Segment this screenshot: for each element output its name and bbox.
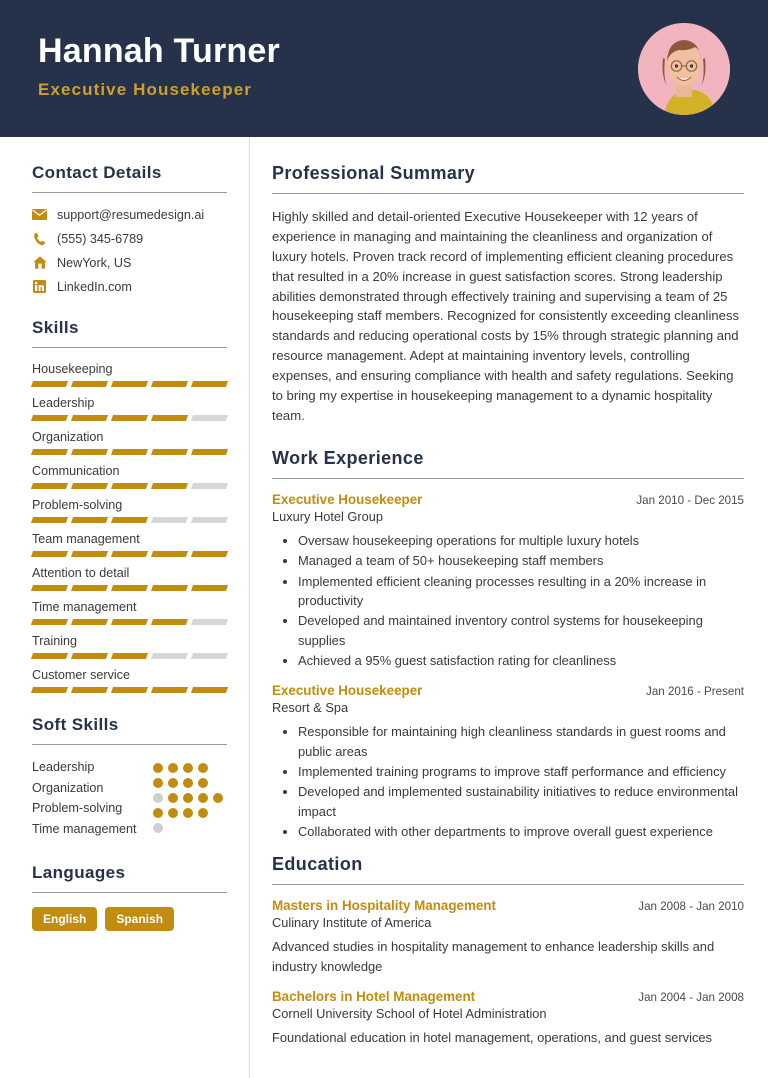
- entry-bullet: • Responsible for maintaining high cleanliness standards in guest rooms and public areas: [298, 722, 744, 761]
- summary-text: Highly skilled and detail-oriented Executive Housekeeper with 12 years of experience in managing and maintaining the cleanliness and organization of luxury hotels. Proven track record of implementing efficient cleaning procedures that resulted in a 20% increase in guest satisfaction scores. Strong leadership abilities demonstrated through effectively training and supervising a team of 25 housekeeping staff members. Recognized for consistently exceeding cleanliness standards and reducing operational costs by 15% through strategic planning and resource management. Adept at maintaining inventory levels, controlling expenses, and ensuring compliance with health and safety regulations. Seeking to bring my expertise in housekeeping management to a dynamic hospitality team.: [272, 209, 740, 423]
- entry-bullet: • Collaborated with other departments to improve overall guest experience: [298, 822, 744, 841]
- skill-item: [32, 600, 227, 625]
- skill-level-segment: [111, 449, 148, 455]
- page-title: Hannah Turner: [38, 32, 280, 71]
- entry-organization: Cornell University School of Hotel Administration: [272, 1006, 547, 1022]
- rating-dot: [153, 823, 163, 833]
- skill-level-segment: [191, 449, 228, 455]
- skill-level-segment: [31, 585, 68, 591]
- resume-header: [0, 0, 768, 137]
- contact-item-label: NewYork, US: [57, 255, 132, 270]
- entry-date-range: Jan 2016 - Present: [646, 685, 744, 699]
- skill-level-segment: [111, 551, 148, 557]
- skill-level-segment: [191, 619, 228, 625]
- skill-level-bar: [32, 381, 227, 387]
- skill-label: Time management: [32, 600, 137, 614]
- section-divider: [32, 192, 227, 193]
- section-divider: [272, 193, 744, 194]
- rating-dot: [168, 793, 178, 803]
- section-professional-summary: [272, 163, 744, 426]
- entry-bullet: • Developed and maintained inventory control systems for housekeeping supplies: [298, 611, 744, 650]
- skill-level-segment: [191, 517, 228, 523]
- skill-level-bar: [32, 687, 227, 693]
- resume-body: [0, 137, 768, 1078]
- entry-organization: Luxury Hotel Group: [272, 508, 383, 524]
- skill-level-segment: [151, 551, 188, 557]
- contact-list: [32, 207, 227, 294]
- skill-item: [32, 532, 227, 557]
- contact-item-label: LinkedIn.com: [57, 279, 132, 294]
- rating-dot: [198, 808, 208, 818]
- rating-dot: [183, 808, 193, 818]
- skill-item: [32, 396, 227, 421]
- phone-icon: [32, 231, 47, 246]
- skill-level-segment: [71, 619, 108, 625]
- entry-header: [272, 683, 744, 698]
- skill-level-bar: [32, 449, 227, 455]
- skill-level-bar: [32, 585, 227, 591]
- contact-item-location[interactable]: [32, 255, 227, 270]
- rating-dot: [183, 793, 193, 803]
- experience-entry: [272, 989, 744, 1047]
- skills-list: [32, 362, 227, 693]
- skill-level-bar: [32, 415, 227, 421]
- rating-dot: [213, 793, 223, 803]
- skill-level-segment: [111, 415, 148, 421]
- entry-date-range: Jan 2004 - Jan 2008: [638, 991, 744, 1005]
- skill-level-segment: [71, 381, 108, 387]
- entry-title: Executive Housekeeper: [272, 491, 423, 507]
- section-divider: [32, 347, 227, 348]
- entry-title: Bachelors in Hotel Management: [272, 989, 476, 1005]
- section-skills: [32, 318, 227, 693]
- skill-level-segment: [111, 483, 148, 489]
- skill-level-segment: [71, 415, 108, 421]
- skill-item: [32, 362, 227, 387]
- soft-skill-rating-row: [153, 763, 227, 773]
- skill-level-segment: [71, 517, 108, 523]
- education-entries: [272, 898, 744, 1047]
- section-divider: [272, 884, 744, 885]
- rating-dot: [153, 793, 163, 803]
- section-soft-skills: [32, 715, 227, 841]
- entry-title: Executive Housekeeper: [272, 683, 423, 699]
- section-title: Contact Details: [32, 163, 162, 182]
- skill-level-segment: [71, 687, 108, 693]
- skill-level-bar: [32, 653, 227, 659]
- skill-level-segment: [111, 585, 148, 591]
- contact-item-linkedin[interactable]: [32, 279, 227, 294]
- entry-description: Advanced studies in hospitality management to enhance leadership skills and industry knowledge: [272, 939, 715, 974]
- rating-dot: [198, 763, 208, 773]
- skill-label: Organization: [32, 430, 104, 444]
- skill-level-segment: [31, 653, 68, 659]
- section-languages: [32, 863, 227, 931]
- skill-level-segment: [151, 449, 188, 455]
- skill-level-segment: [151, 517, 188, 523]
- skill-level-segment: [71, 483, 108, 489]
- contact-item-phone[interactable]: [32, 231, 227, 246]
- skill-item: [32, 634, 227, 659]
- skill-level-segment: [151, 653, 188, 659]
- skill-label: Training: [32, 634, 78, 648]
- entry-bullet-list: [272, 722, 744, 841]
- rating-dot: [153, 778, 163, 788]
- section-title: Soft Skills: [32, 715, 119, 734]
- skill-level-segment: [191, 585, 228, 591]
- skill-level-bar: [32, 551, 227, 557]
- soft-skill-rating-row: [153, 823, 227, 833]
- skill-label: Housekeeping: [32, 362, 113, 376]
- skill-level-segment: [31, 551, 68, 557]
- skill-level-segment: [151, 687, 188, 693]
- soft-skills-body: [32, 759, 227, 841]
- language-tag: English: [32, 907, 97, 931]
- contact-item-label: support@resumedesign.ai: [57, 207, 205, 222]
- entry-bullet-list: [272, 531, 744, 671]
- rating-dot: [198, 778, 208, 788]
- entry-title: Masters in Hospitality Management: [272, 898, 496, 914]
- section-divider: [272, 478, 744, 479]
- section-divider: [32, 892, 227, 893]
- rating-dot: [153, 763, 163, 773]
- skill-level-segment: [31, 449, 68, 455]
- skill-level-bar: [32, 517, 227, 523]
- skill-level-segment: [31, 517, 68, 523]
- envelope-icon: [32, 207, 47, 222]
- skill-level-segment: [71, 653, 108, 659]
- entry-header: [272, 492, 744, 507]
- skill-level-segment: [191, 687, 228, 693]
- skill-level-segment: [151, 483, 188, 489]
- skill-level-segment: [111, 687, 148, 693]
- section-divider: [32, 744, 227, 745]
- work-entries: [272, 492, 744, 842]
- soft-skill-label: Time management: [32, 821, 137, 836]
- rating-dot: [168, 778, 178, 788]
- skill-level-segment: [151, 381, 188, 387]
- rating-dot: [153, 808, 163, 818]
- soft-skills-ratings: [153, 759, 227, 841]
- soft-skill-label: Problem-solving: [32, 801, 123, 816]
- skill-label: Problem-solving: [32, 498, 123, 512]
- skill-level-segment: [191, 653, 228, 659]
- skill-level-segment: [31, 381, 68, 387]
- entry-header: [272, 989, 744, 1004]
- skill-level-segment: [151, 415, 188, 421]
- skill-level-segment: [191, 483, 228, 489]
- skill-level-segment: [71, 449, 108, 455]
- entry-date-range: Jan 2010 - Dec 2015: [636, 493, 744, 507]
- entry-bullet: • Achieved a 95% guest satisfaction rating for cleanliness: [298, 651, 744, 670]
- entry-bullet: • Implemented training programs to improve staff performance and efficiency: [298, 762, 744, 781]
- job-title: Executive Housekeeper: [38, 79, 252, 99]
- rating-dot: [183, 763, 193, 773]
- rating-dot: [198, 793, 208, 803]
- skill-level-segment: [31, 483, 68, 489]
- section-title: Education: [272, 854, 363, 875]
- soft-skill-label: Leadership: [32, 760, 95, 774]
- entry-bullet: • Developed and implemented sustainability initiatives to reduce environmental impact: [298, 782, 744, 821]
- header-text-block: [38, 33, 280, 103]
- soft-skill-rating-row: [153, 808, 227, 818]
- skill-level-segment: [191, 551, 228, 557]
- skill-label: Communication: [32, 464, 120, 478]
- rating-dot: [183, 778, 193, 788]
- section-title: Languages: [32, 863, 126, 883]
- skill-level-bar: [32, 483, 227, 489]
- soft-skill-rating-row: [153, 778, 227, 788]
- skill-level-segment: [111, 517, 148, 523]
- skill-item: [32, 464, 227, 489]
- skill-level-bar: [32, 619, 227, 625]
- skill-level-segment: [111, 381, 148, 387]
- skill-item: [32, 668, 227, 693]
- language-tag: Spanish: [105, 907, 174, 931]
- rating-dot: [168, 808, 178, 818]
- skill-level-segment: [31, 687, 68, 693]
- soft-skill-label: Organization: [32, 780, 104, 795]
- soft-skills-labels: [32, 759, 153, 841]
- entry-date-range: Jan 2008 - Jan 2010: [638, 900, 744, 914]
- skill-level-segment: [151, 619, 188, 625]
- entry-organization: Culinary Institute of America: [272, 915, 432, 931]
- section-title: Work Experience: [272, 447, 424, 468]
- home-icon: [32, 255, 47, 270]
- skill-label: Team management: [32, 532, 140, 546]
- skill-item: [32, 566, 227, 591]
- main-column: [250, 137, 768, 1078]
- rating-dot: [168, 763, 178, 773]
- soft-skill-rating-row: [153, 793, 227, 803]
- sidebar: [0, 137, 250, 1078]
- skill-level-segment: [71, 551, 108, 557]
- section-education: [272, 854, 744, 1047]
- profile-photo-icon: [638, 23, 730, 115]
- languages-list: [32, 907, 227, 931]
- entry-bullet: • Oversaw housekeeping operations for multiple luxury hotels: [298, 531, 744, 550]
- skill-label: Leadership: [32, 396, 95, 410]
- entry-description: Foundational education in hotel management, operations, and guest services: [272, 1030, 713, 1046]
- skill-level-segment: [31, 619, 68, 625]
- experience-entry: [272, 492, 744, 671]
- skill-level-segment: [191, 415, 228, 421]
- section-work-experience: [272, 448, 744, 842]
- section-title: Skills: [32, 318, 79, 337]
- skill-level-segment: [111, 619, 148, 625]
- avatar: [638, 23, 730, 115]
- contact-item-label: (555) 345-6789: [57, 231, 144, 246]
- skill-level-segment: [31, 415, 68, 421]
- skill-level-segment: [71, 585, 108, 591]
- skill-item: [32, 498, 227, 523]
- skill-item: [32, 430, 227, 455]
- skill-level-segment: [111, 653, 148, 659]
- skill-level-segment: [191, 381, 228, 387]
- linkedin-icon: [32, 279, 47, 294]
- skill-level-segment: [151, 585, 188, 591]
- experience-entry: [272, 898, 744, 976]
- contact-item-email[interactable]: [32, 207, 227, 222]
- skill-label: Customer service: [32, 668, 130, 682]
- skill-label: Attention to detail: [32, 566, 130, 580]
- entry-bullet: • Managed a team of 50+ housekeeping staff members: [298, 551, 744, 570]
- entry-bullet: • Implemented efficient cleaning processes resulting in a 20% increase in productivity: [298, 572, 744, 611]
- experience-entry: [272, 683, 744, 841]
- section-title: Professional Summary: [272, 163, 476, 183]
- entry-header: [272, 898, 744, 913]
- entry-organization: Resort & Spa: [272, 700, 349, 716]
- section-contact-details: [32, 163, 227, 294]
